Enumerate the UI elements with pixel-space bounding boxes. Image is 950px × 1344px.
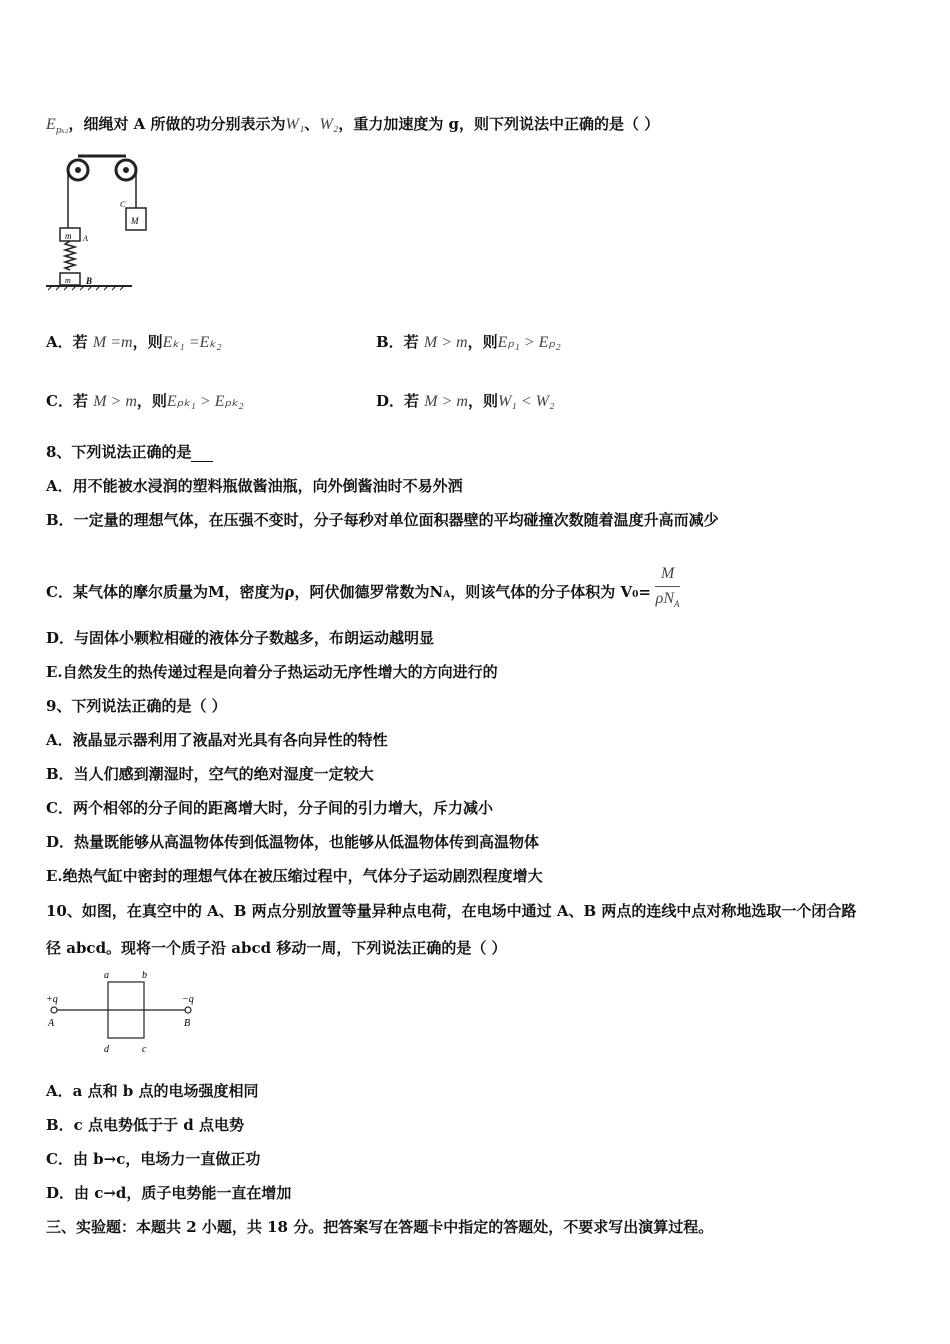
q7-option-b <box>376 332 561 353</box>
q7-option-c <box>46 391 244 412</box>
q7-fig-base-block: m <box>65 276 71 285</box>
q10-option-a: A．a 点和 b 点的电场强度相同 <box>46 1082 259 1100</box>
q7-option-b-then: ，则 <box>467 333 498 351</box>
q10-fig-minus-q: −q <box>182 994 194 1005</box>
q8-option-c-sub-0: 0 <box>632 590 639 600</box>
q10-fig-label-b: b <box>142 970 147 981</box>
q8-option-c-sub-a: A <box>443 590 451 600</box>
q7-fig-left-block: m <box>65 231 72 241</box>
q8-stem <box>46 442 213 462</box>
q8-option-e: E.自然发生的热传递过程是向着分子热运动无序性增大的方向进行的 <box>46 663 498 681</box>
q9-stem: 9、下列说法正确的是（ ） <box>46 697 227 715</box>
q7-lead-var: E <box>46 116 56 133</box>
q10-fig-label-c: c <box>142 1044 147 1055</box>
q10-fig-plus-q: +q <box>46 994 58 1005</box>
q10-fig-label-a: a <box>104 970 109 981</box>
q7-fig-label-a: A <box>83 234 88 243</box>
q9-option-b: B．当人们感到潮湿时，空气的绝对湿度一定较大 <box>46 765 374 783</box>
q8-option-d: D．与固体小颗粒相碰的液体分子数越多，布朗运动越明显 <box>46 629 435 647</box>
q7-lead-sub: pₖ₂ <box>55 126 69 136</box>
q7-option-c-then: ，则 <box>136 392 167 410</box>
q7-intro-end: ，重力加速度为 g，则下列说法中正确的是（ ） <box>338 115 660 133</box>
q9-option-d: D．热量既能够从高温物体传到低温物体，也能够从低温物体传到高温物体 <box>46 833 540 851</box>
q7-intro-mid: ，细绳对 A 所做的功分别表示为 <box>68 115 286 133</box>
q8-option-c-text: C．某气体的摩尔质量为M，密度为ρ，阿伏伽德罗常数为N <box>46 583 444 601</box>
q8-blank <box>191 445 213 462</box>
q7-option-a-result: Eₖ₁ =Eₖ₂ <box>162 334 222 351</box>
q9-option-c: C．两个相邻的分子间的距离增大时，分子间的引力增大，斥力减小 <box>46 799 493 817</box>
q7-option-a-cond: M =m <box>92 334 133 351</box>
section3-heading: 三、实验题：本题共 2 小题，共 18 分。把答案写在答题卡中指定的答题处，不要求写出演算过程。 <box>46 1218 714 1236</box>
q10-fig-label-a-point: A <box>48 1018 55 1029</box>
q8-option-c <box>46 565 680 618</box>
q7-option-d-then: ，则 <box>467 392 498 410</box>
q7-option-b-cond: M > m <box>423 334 468 351</box>
q9-option-a: A．液晶显示器利用了液晶对光具有各向异性的特性 <box>46 731 388 749</box>
q10-option-b: B．c 点电势低于于 d 点电势 <box>46 1116 244 1134</box>
q7-option-c-letter: C．若 <box>46 392 88 410</box>
q7-option-c-result: Eₚₖ₁ > Eₚₖ₂ <box>166 393 244 410</box>
q10-option-c: C．由 b→c，电场力一直做正功 <box>46 1150 261 1168</box>
q7-intro <box>46 114 659 141</box>
q8-option-a: A．用不能被水浸润的塑料瓶做酱油瓶，向外倒酱油时不易外洒 <box>46 477 463 495</box>
q7-w1: W₁ <box>285 116 305 133</box>
q7-w2: W₂ <box>319 116 339 133</box>
q10-fig-label-d: d <box>104 1044 109 1055</box>
q8-frac-num: M <box>655 564 680 587</box>
q7-option-d-letter: D．若 <box>376 392 420 410</box>
q8-option-b: B．一定量的理想气体，在压强不变时，分子每秒对单位面积器壁的平均碰撞次数随着温度升高而减少 <box>46 511 719 529</box>
q7-option-a <box>46 332 222 353</box>
q10-stem-line2: 径 abcd。现将一个质子沿 abcd 移动一周，下列说法正确的是（ ） <box>46 939 507 957</box>
q10-stem-line1: 10、如图，在真空中的 A、B 两点分别放置等量异种点电荷，在电场中通过 A、B 两点的连线中点对称地选取一个闭合路 <box>46 902 857 920</box>
q7-option-a-letter: A．若 <box>46 333 88 351</box>
q10-option-d: D．由 c→d，质子电势能一直在增加 <box>46 1184 292 1202</box>
q10-fig-label-b-point: B <box>184 1018 191 1029</box>
q7-fig-label-b: B <box>86 276 93 286</box>
q7-option-b-letter: B．若 <box>376 333 419 351</box>
q9-option-e: E.绝热气缸中密封的理想气体在被压缩过程中，气体分子运动剧烈程度增大 <box>46 867 543 885</box>
q7-sep: 、 <box>304 115 320 133</box>
q10-charge-figure <box>44 968 214 1056</box>
q8-option-c-eq: = <box>638 583 651 601</box>
q8-stem-text: 8、下列说法正确的是 <box>46 443 192 461</box>
q7-option-b-result: Eₚ₁ > Eₚ₂ <box>497 334 561 351</box>
q7-fig-label-c: C <box>120 200 126 209</box>
q8-frac-den-sub: A <box>674 599 680 609</box>
q7-option-c-cond: M > m <box>93 393 137 410</box>
q7-option-a-then: ，则 <box>132 333 163 351</box>
q7-option-d-result: W₁ < W₂ <box>497 393 555 410</box>
q7-option-d <box>376 391 555 412</box>
q7-fig-right-block: M <box>131 216 139 226</box>
q8-fraction <box>655 564 680 614</box>
q8-option-c-tail: ，则该气体的分子体积为 V <box>450 583 633 601</box>
q7-pulley-figure <box>44 150 164 298</box>
q8-frac-den: ρN <box>655 590 675 607</box>
q7-option-d-cond: M > m <box>424 393 468 410</box>
